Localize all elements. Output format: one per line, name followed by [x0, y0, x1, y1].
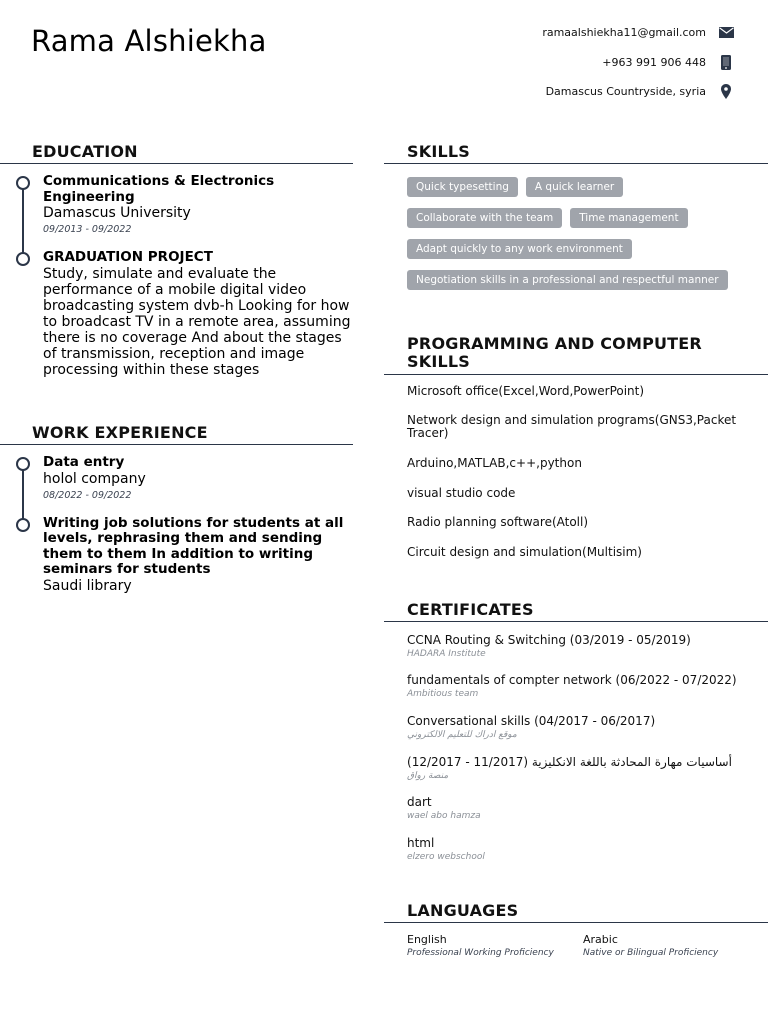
skill-tag: Quick typesetting — [407, 177, 518, 197]
job-company: Saudi library — [43, 577, 132, 594]
certificate-issuer: HADARA Institute — [407, 649, 486, 659]
map-pin-icon — [718, 84, 734, 99]
address-text: Damascus Countryside, syria — [545, 85, 706, 98]
work-title: WORK EXPERIENCE — [32, 423, 208, 442]
language-level: Professional Working Proficiency — [407, 948, 554, 958]
skills-rule — [384, 163, 768, 164]
education-degree: Communications & Electronics Engineering — [43, 173, 275, 205]
skill-row — [407, 208, 752, 228]
certificate-title: أساسيات مهارة المحادثة باللغة الانكليزية (11/2017 - 12/2017) — [407, 755, 732, 769]
skill-tag: Negotiation skills in a professional and respectful manner — [407, 270, 728, 290]
certificate-title: html — [407, 836, 435, 850]
timeline-dot — [16, 457, 30, 471]
certificate-item — [407, 633, 752, 660]
programming-item: visual studio code — [407, 486, 516, 500]
certificate-item — [407, 755, 752, 782]
candidate-name: Rama Alshiekha — [31, 24, 267, 58]
education-item — [16, 250, 356, 378]
certificates-title: CERTIFICATES — [407, 600, 534, 619]
timeline-dot — [16, 252, 30, 266]
programming-item: Network design and simulation programs(GNS3,Packet Tracer) — [407, 413, 737, 440]
work-rule — [0, 444, 353, 445]
programming-rule — [384, 374, 768, 375]
job-title: Writing job solutions for students at all levels, rephrasing them and sending them to them In addition to writing seminars for students — [43, 514, 344, 577]
education-timeline — [16, 174, 356, 378]
certificate-item — [407, 795, 752, 822]
work-item — [16, 455, 356, 502]
certificate-issuer: wael abo hamza — [407, 811, 481, 821]
language-name: English — [407, 933, 447, 946]
programming-item: Arduino,MATLAB,c++,python — [407, 456, 582, 470]
education-item — [16, 174, 356, 236]
language-item — [583, 933, 718, 960]
skill-row — [407, 239, 752, 259]
job-company: holol company — [43, 470, 146, 487]
certificate-title: dart — [407, 795, 432, 809]
certificate-title: CCNA Routing & Switching (03/2019 - 05/2019) — [407, 633, 691, 647]
certificate-issuer: Ambitious team — [407, 689, 479, 699]
work-timeline — [16, 455, 356, 594]
project-description: Study, simulate and evaluate the performance of a mobile digital video broadcasting system dvb-h Looking for how to broadcast TV in a remote area, assuming there is no coverage And about the stages of transmission, reception and image processing within these stages — [43, 265, 351, 378]
skills-list — [407, 177, 752, 301]
programming-item: Microsoft office(Excel,Word,PowerPoint) — [407, 384, 645, 398]
skill-tag: A quick learner — [526, 177, 623, 197]
certificate-item — [407, 673, 752, 700]
education-school: Damascus University — [43, 205, 191, 221]
envelope-icon — [718, 27, 734, 38]
language-level: Native or Bilingual Proficiency — [583, 948, 719, 958]
certificate-issuer: elzero webschool — [407, 852, 485, 862]
phone-text[interactable]: +963 991 906 448 — [602, 56, 706, 69]
certificate-title: fundamentals of compter network (06/2022 - 07/2022) — [407, 673, 737, 687]
skill-row — [407, 177, 752, 197]
job-date: 08/2022 - 09/2022 — [43, 489, 132, 501]
mobile-phone-icon — [718, 55, 734, 70]
certificate-title: Conversational skills (04/2017 - 06/2017) — [407, 714, 656, 728]
certificates-rule — [384, 621, 768, 622]
skill-tag: Adapt quickly to any work environment — [407, 239, 632, 259]
certificate-issuer: منصة رواق — [407, 771, 449, 781]
education-title: EDUCATION — [32, 142, 138, 161]
languages-rule — [384, 922, 768, 923]
contact-email — [542, 26, 734, 39]
timeline-dot — [16, 518, 30, 532]
certificate-item — [407, 836, 752, 863]
timeline-dot — [16, 176, 30, 190]
programming-item: Radio planning software(Atoll) — [407, 515, 589, 529]
contact-address — [546, 84, 734, 99]
skill-tag: Time management — [570, 208, 687, 228]
certificate-item — [407, 714, 752, 741]
job-title: Data entry — [43, 454, 125, 470]
work-item — [16, 516, 356, 594]
programming-item: Circuit design and simulation(Multisim) — [407, 545, 642, 559]
certificate-issuer: موقع ادراك للتعليم الالكتروني — [407, 730, 517, 740]
programming-title: PROGRAMMING AND COMPUTER SKILLS — [407, 334, 702, 371]
email-text[interactable]: ramaalshiekha11@gmail.com — [542, 26, 706, 39]
language-name: Arabic — [583, 933, 618, 946]
skill-row — [407, 270, 752, 290]
education-date: 09/2013 - 09/2022 — [43, 224, 132, 235]
languages-title: LANGUAGES — [407, 901, 519, 920]
project-title: GRADUATION PROJECT — [43, 249, 213, 265]
contact-phone — [602, 55, 734, 70]
skill-tag: Collaborate with the team — [407, 208, 562, 228]
language-item — [407, 933, 554, 960]
skills-title: SKILLS — [407, 142, 470, 161]
education-rule — [0, 163, 353, 164]
